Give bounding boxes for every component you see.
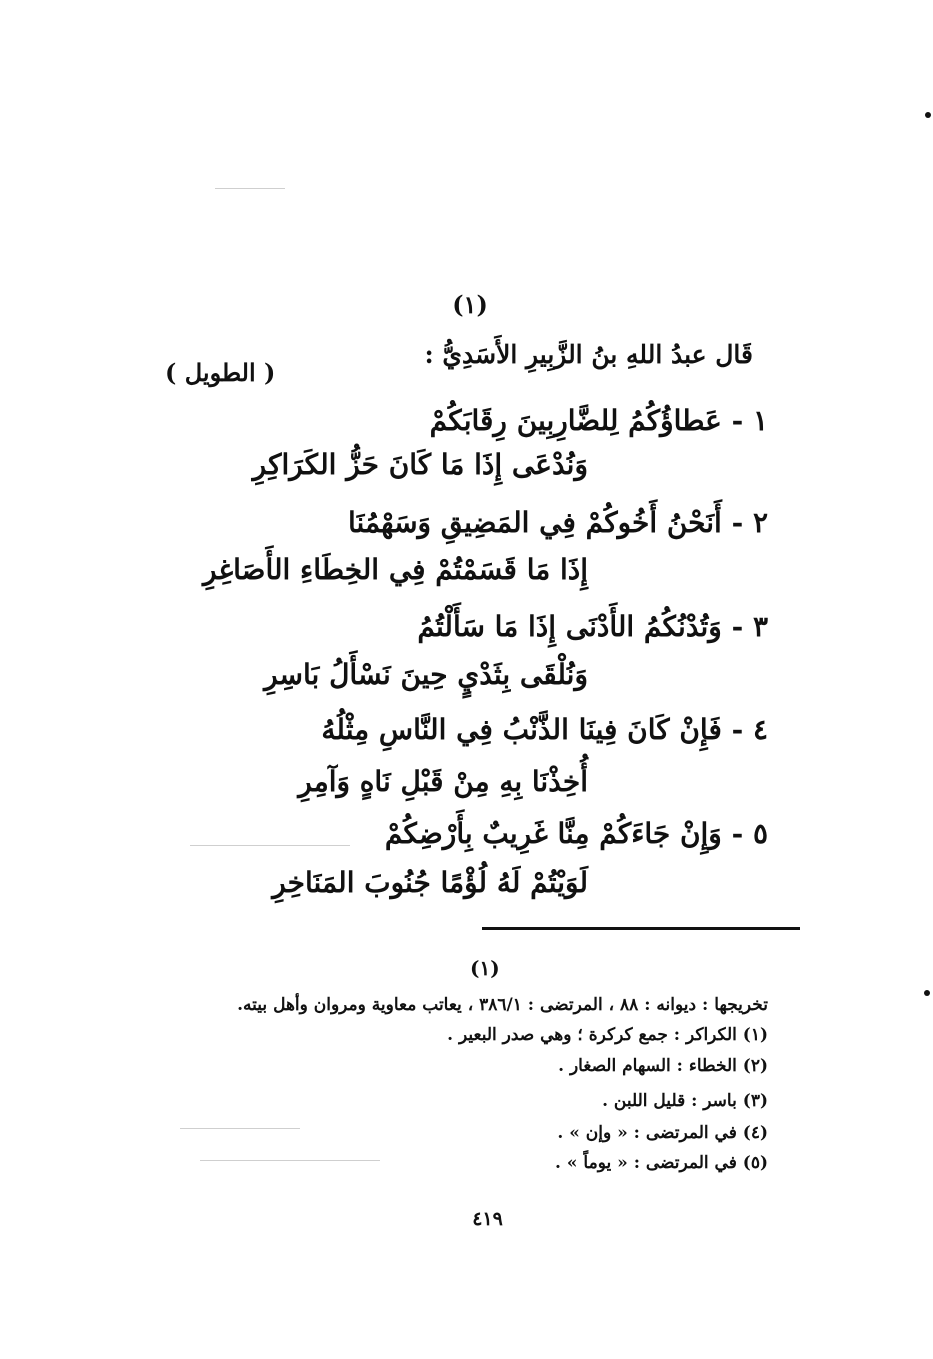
verse-4-first-hemistich: ٤ - فَإِنْ كَانَ فِينَا الذَّنْبُ فِي النَّاسِ مِثْلُهُ — [321, 713, 768, 746]
verse-2-second-hemistich: إِذَا مَا قَسَمْتُمْ فِي الخِطَاءِ الأَصَاغِرِ — [203, 553, 588, 586]
poem-introduction: قَال عبدُ اللهِ بنُ الزَّبِيرِ الأَسَدِيُّ : — [424, 340, 753, 369]
verse-3-first-hemistich: ٣ - وَتُدْنُكُمُ الأَدْنَى إِذَا مَا سَأَلْتُمُ — [417, 610, 768, 643]
verse-4-second-hemistich: أُخِذْنَا بِهِ مِنْ قَبْلِ نَاهٍ وَآمِرِ — [298, 765, 588, 798]
footnote-2: (٢) الخطاء : السهام الصغار . — [558, 1056, 768, 1076]
footnote-separator — [482, 927, 800, 930]
verse-1-first-hemistich: ١ - عَطاؤُكُمُ لِلضَّارِبِينَ رِقَابَكُمْ — [429, 404, 768, 437]
scan-speck — [215, 188, 285, 189]
poem-number: (١) — [452, 290, 488, 319]
scan-speck — [180, 1128, 300, 1129]
verse-2-first-hemistich: ٢ - أَنَحْنُ أَخُوكُمْ فِي المَضِيقِ وَسَهْمُنَا — [348, 506, 768, 539]
scan-speck — [190, 845, 350, 846]
footnote-5: (٥) في المرتضى : « يوماً » . — [555, 1153, 768, 1173]
poetic-meter: ( الطويل ) — [165, 358, 276, 387]
margin-dot-top — [925, 112, 931, 118]
footnote-sources: تخريجها : ديوانه : ٨٨ ، المرتضى : ٣٨٦/١ ، يعاتب معاوية ومروان وأهل بيته. — [237, 995, 768, 1015]
verse-3-second-hemistich: وَنُلْقَى بِثَدْيٍ حِينَ نَسْأَلُ بَاسِرِ — [264, 658, 588, 691]
scan-speck — [200, 1160, 380, 1161]
footnote-4: (٤) في المرتضى : « وإن » . — [557, 1123, 768, 1143]
footnotes-number: (١) — [470, 956, 500, 980]
footnote-1: (١) الكراكر : جمع كركرة ؛ وهي صدر البعير . — [447, 1025, 768, 1045]
verse-1-second-hemistich: وَنُدْعَى إِذَا مَا كَانَ حَزُّ الكَرَاكِرِ — [252, 448, 588, 481]
verse-5-first-hemistich: ٥ - وَإِنْ جَاءَكُمْ مِنَّا غَرِيبٌ بِأَرْضِكُمْ — [384, 817, 768, 850]
verse-5-second-hemistich: لَوَيْتُمْ لَهُ لُؤْمًا جُنُوبَ المَنَاخِرِ — [272, 866, 588, 899]
page-number: ٤١٩ — [472, 1208, 503, 1230]
footnote-3: (٣) باسر : قليل اللبن . — [602, 1091, 768, 1111]
margin-dot-bottom — [924, 990, 930, 996]
